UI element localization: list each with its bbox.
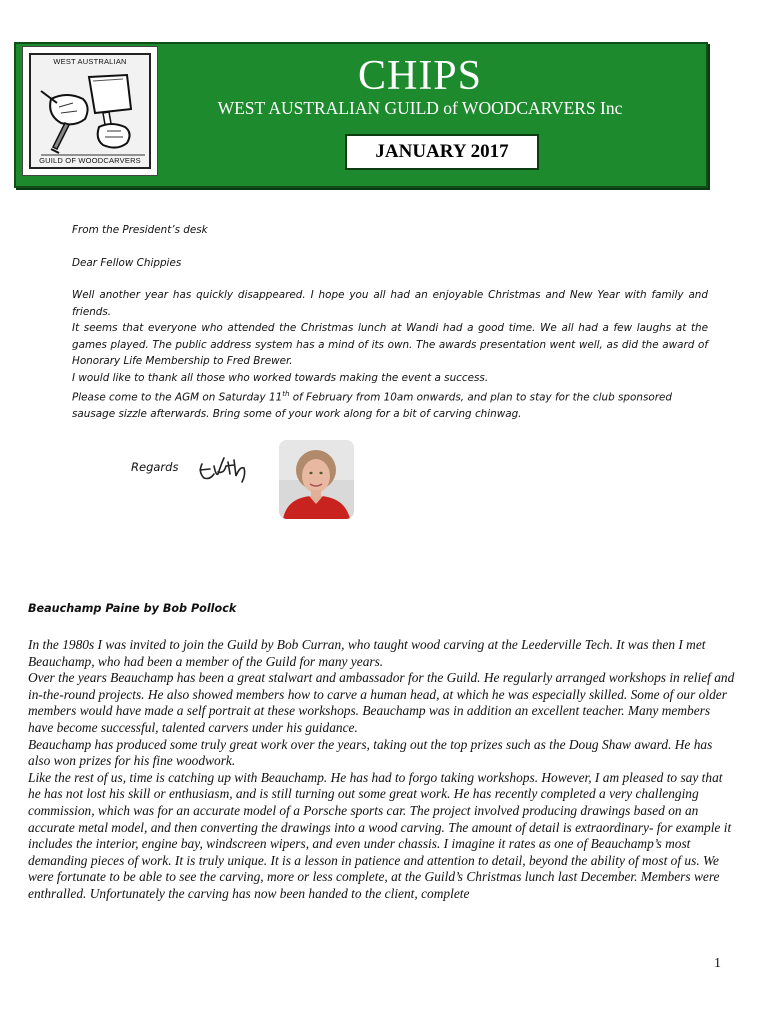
logo-frame xyxy=(29,53,151,169)
regards-text: Regards xyxy=(131,460,179,474)
newsletter-title: CHIPS xyxy=(357,53,483,99)
article-paragraph: Over the years Beauchamp has been a great stalwart and ambassador for the Guild. He regularly arranged workshops in relief and in-the-round projects. He also showed members how to carve a human head, at which he was especially skilled. Some of our older members would have made a self portrait at these workshops. Beauchamp was in addition an excellent teacher. Many members have become successful, talented carvers under his guidance. xyxy=(28,670,735,735)
logo-top-text: WEST AUSTRALIAN xyxy=(53,57,127,66)
guild-logo xyxy=(22,46,158,176)
president-signature xyxy=(196,452,248,486)
president-greeting: Dear Fellow Chippies xyxy=(72,256,182,269)
guild-name: WEST AUSTRALIAN GUILD of WOODCARVERS Inc xyxy=(217,98,623,118)
president-line-1: Well another year has quickly disappeared. I hope you all had an enjoyable Christmas and New Year with family and friends. xyxy=(72,289,708,318)
article-paragraph: Beauchamp has produced some truly great work over the years, taking out the top prizes such as the Doug Shaw award. He has also won prizes for his fine woodwork. xyxy=(28,736,713,769)
president-message xyxy=(72,222,708,422)
article-body xyxy=(28,637,736,903)
president-line-3: I would like to thank all those who worked towards making the event a success. xyxy=(72,371,489,384)
article-paragraph: In the 1980s I was invited to join the Guild by Bob Curran, who taught wood carving at the Leederville Tech. It was then I met Beauchamp, who had been a member of the Guild for many years. xyxy=(28,637,706,669)
president-photo xyxy=(279,440,354,519)
president-line-2: It seems that everyone who attended the Christmas lunch at Wandi had a good time. We all had a few laughs at the games played. The public address system has a mind of its own. The awards presentation went well, as did the award of Honorary Life Membership to Fred Brewer. xyxy=(72,322,708,367)
page-number: 1 xyxy=(714,956,721,971)
article-title: Beauchamp Paine by Bob Pollock xyxy=(28,602,237,615)
article-paragraph: Like the rest of us, time is catching up with Beauchamp. He has had to forgo taking workshops. However, I am pleased to say that he has not lost his skill or enthusiasm, and is still turning out some great work. He has recently completed a very challenging commission, which was for an accurate model of a Porsche sports car. The project involved producing drawings based on an accurate metal model, and then converting the drawings into a wood carving. The amount of detail is extraordinary- for example it includes the interior, engine bay, windscreen wipers, and even under chassis. I imagine it rates as one of Beauchamp’s most demanding pieces of work. It is truly unique. It is a lesson in patience and attention to detail, beyond the ability of most of us. We were fortunate to be able to see the carving, more or less complete, at the Guild’s Christmas lunch last December. Members were enthralled. Unfortunately the carving has now been handed to the client, complete xyxy=(28,769,732,901)
president-agm-notice: Please come to the AGM on Saturday 11th of February from 10am onwards, and plan to stay for the club sponsored sausage sizzle afterwards. Bring some of your work along for a bit of carving chinwag. xyxy=(72,390,672,420)
mallet-and-chisel-logo-art xyxy=(37,69,149,161)
issue-date: JANUARY 2017 xyxy=(345,134,539,170)
president-heading: From the President’s desk xyxy=(72,224,208,236)
logo-bottom-text: GUILD OF WOODCARVERS xyxy=(39,156,141,165)
